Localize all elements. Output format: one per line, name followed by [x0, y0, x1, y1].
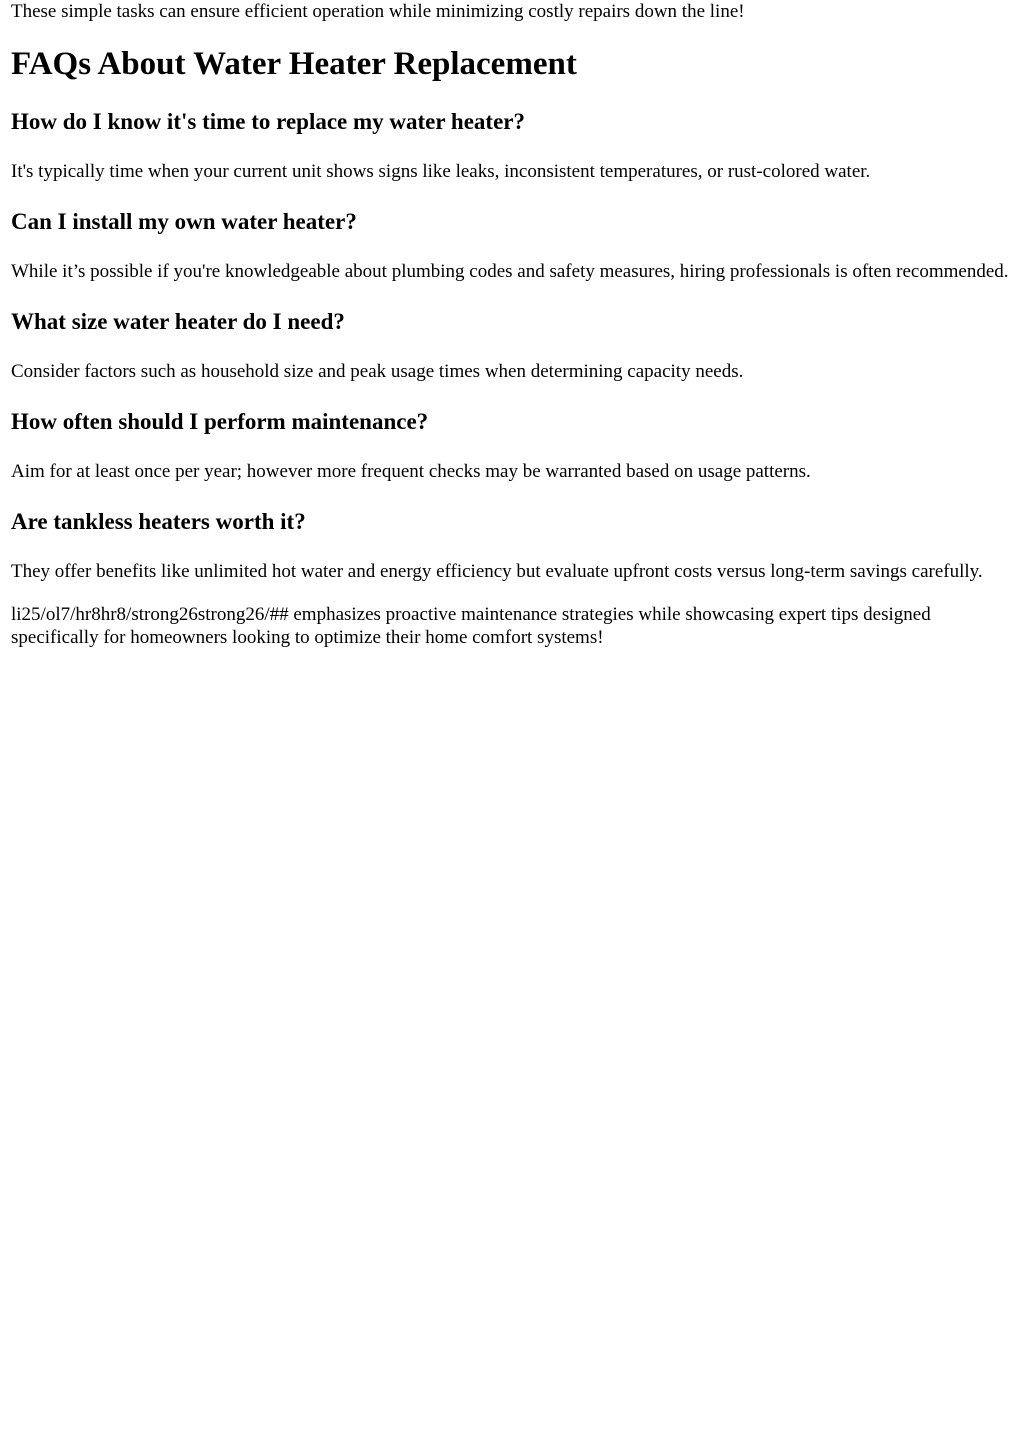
faq-question: How often should I perform maintenance?: [11, 409, 429, 434]
faq-question: What size water heater do I need?: [11, 309, 345, 334]
faq-question: Are tankless heaters worth it?: [11, 509, 306, 534]
faq-answer: They offer benefits like unlimited hot water and energy efficiency but evaluate upfront costs versus long-term savings carefully.: [11, 561, 983, 582]
faq-answer: Consider factors such as household size and peak usage times when determining capacity needs.: [11, 361, 744, 382]
faq-answer: While it’s possible if you're knowledgeable about plumbing codes and safety measures, hiring professionals is often recommended.: [11, 261, 1009, 282]
faq-question: How do I know it's time to replace my water heater?: [11, 109, 526, 134]
faq-item: [11, 208, 1013, 283]
faq-item: [11, 408, 1013, 483]
intro-paragraph: These simple tasks can ensure efficient operation while minimizing costly repairs down the line!: [11, 1, 745, 22]
faq-answer: Aim for at least once per year; however more frequent checks may be warranted based on usage patterns.: [11, 461, 811, 482]
faq-item: [11, 108, 1013, 183]
faq-question: Can I install my own water heater?: [11, 209, 357, 234]
faq-item: [11, 308, 1013, 383]
faq-item: [11, 508, 1013, 583]
outro-paragraph: li25/ol7/hr8hr8/strong26strong26/## emphasizes proactive maintenance strategies while showcasing expert tips designed specifically for homeowners looking to optimize their home comfort systems!: [11, 604, 931, 648]
faq-answer: It's typically time when your current unit shows signs like leaks, inconsistent temperatures, or rust-colored water.: [11, 161, 871, 182]
page-title: FAQs About Water Heater Replacement: [11, 46, 577, 82]
